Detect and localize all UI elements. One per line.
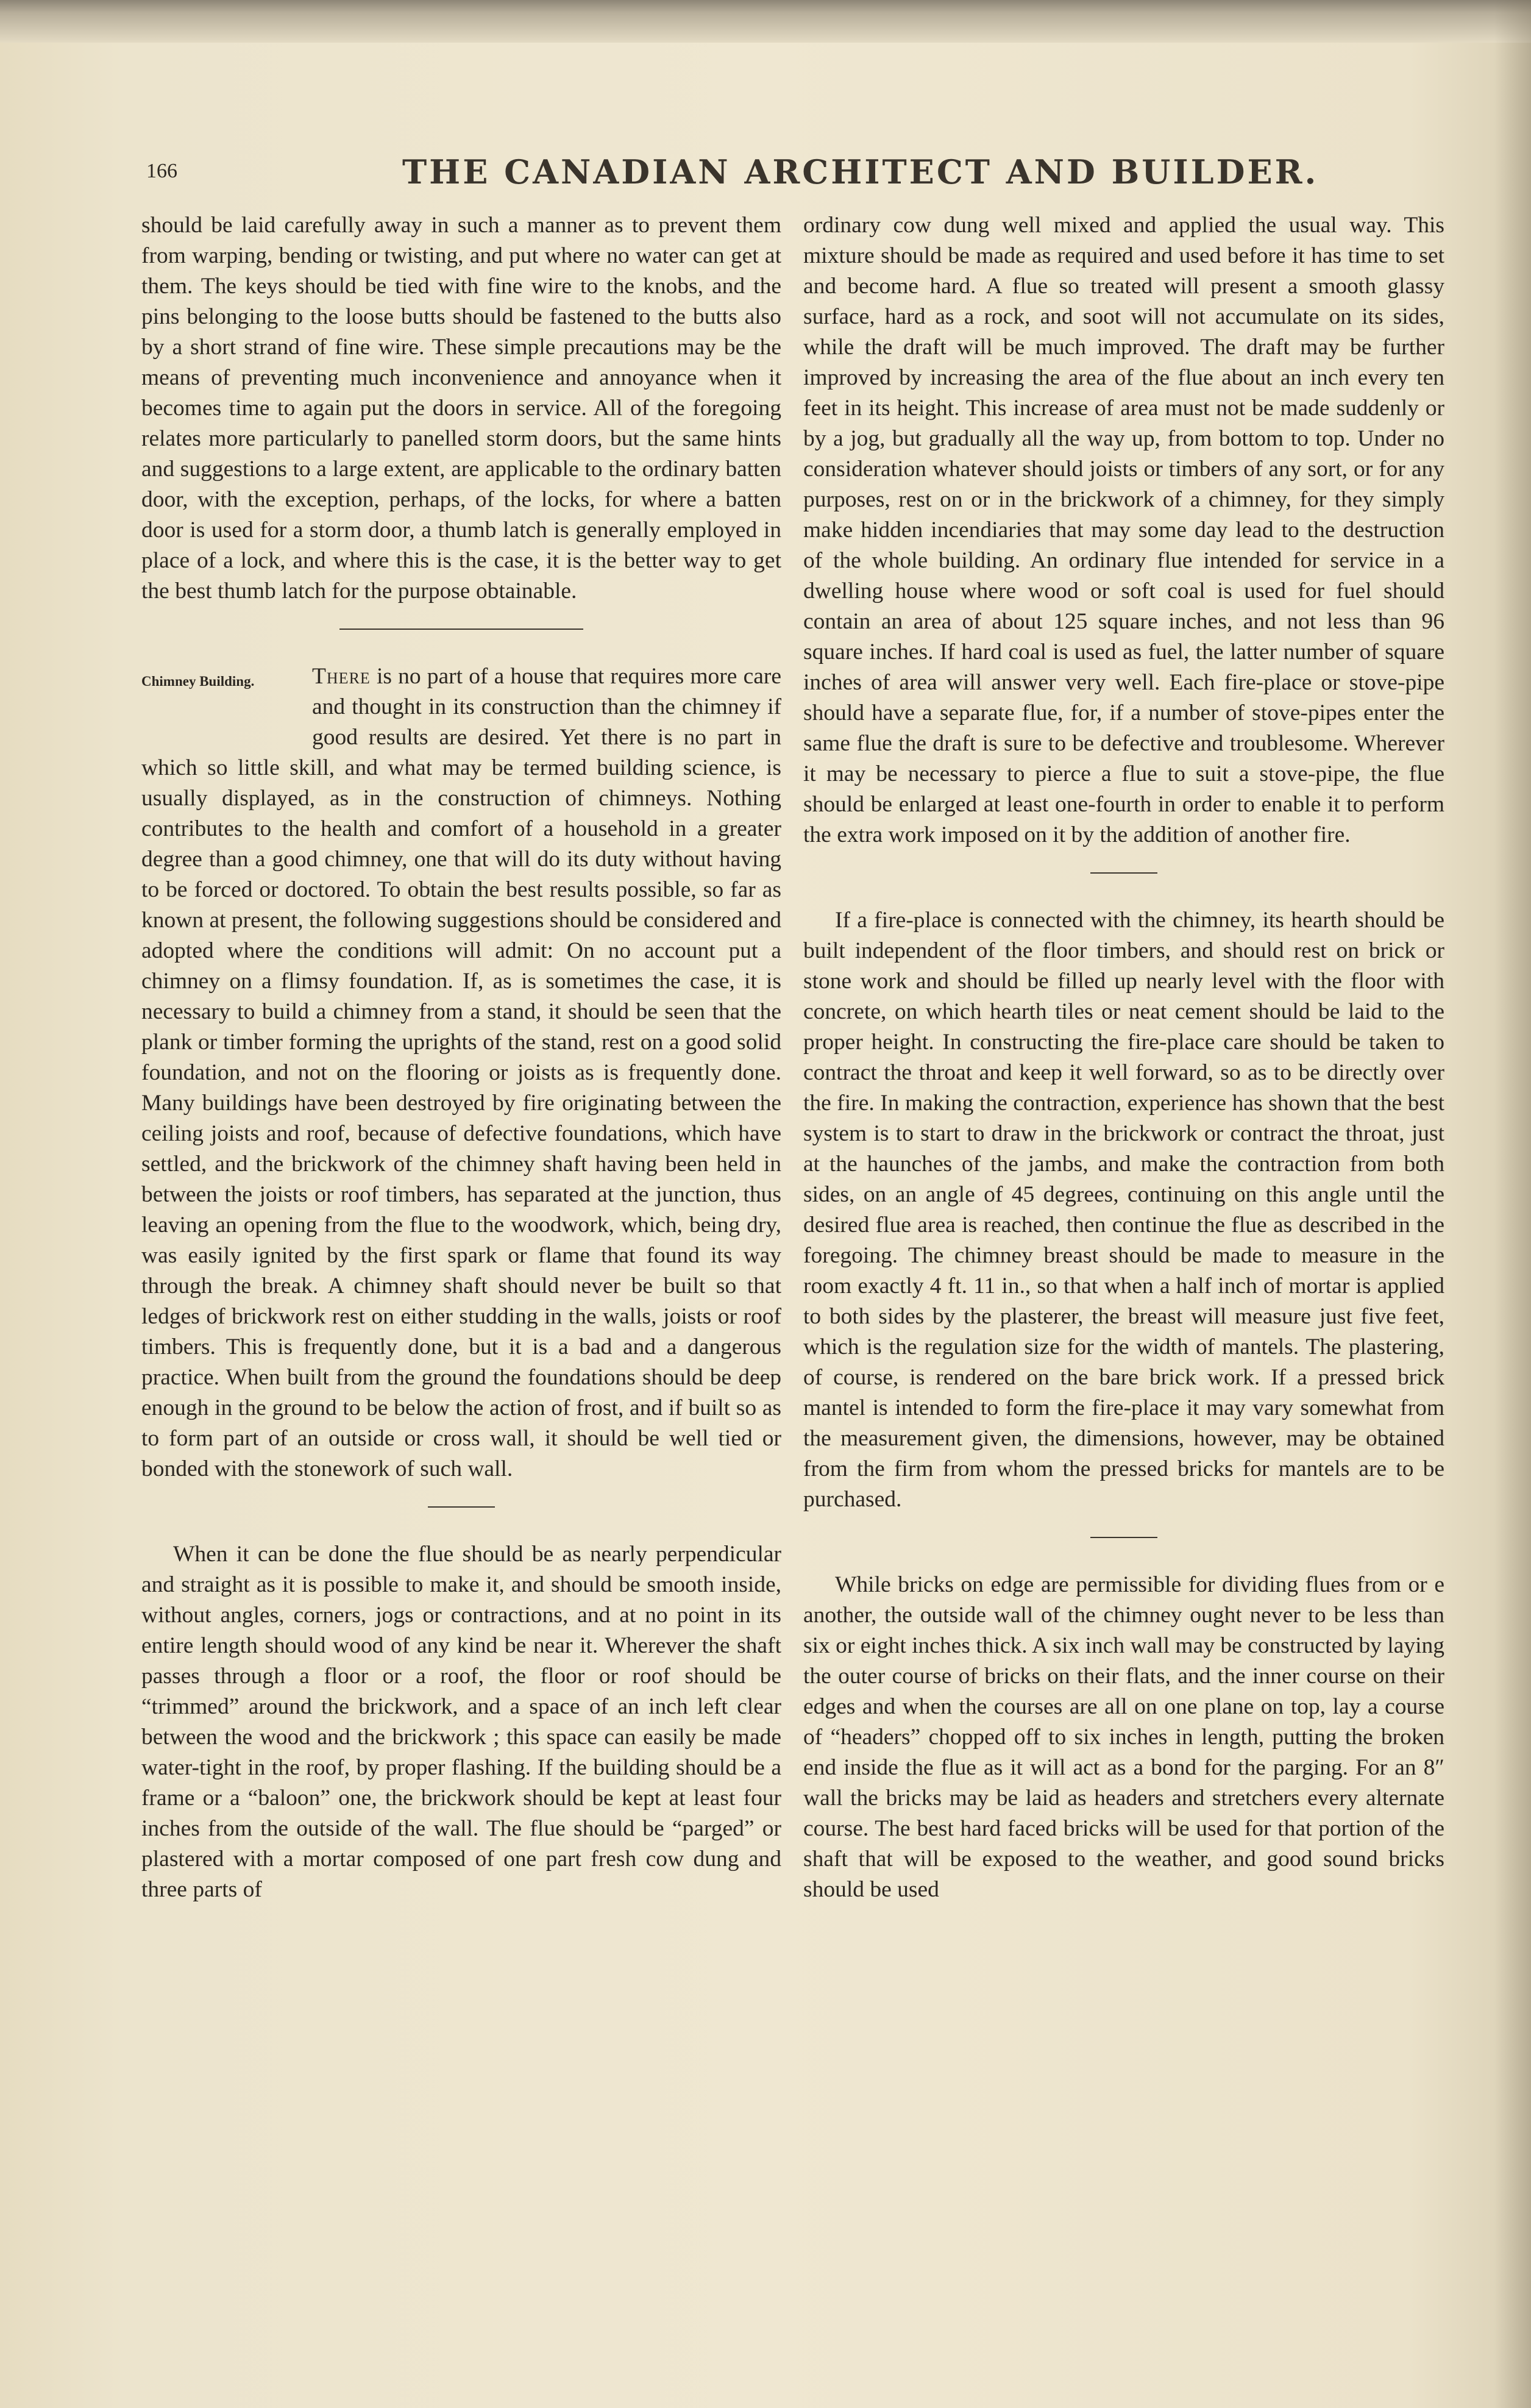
running-title: THE CANADIAN ARCHITECT AND BUILDER. [402, 152, 1319, 191]
paragraph-fire-place: If a fire-place is connected with the chimney, its hearth should be built independent of the floor timbers, and should rest on brick or stone work and should be filled up nearly level with the floor with concrete, on which hearth tiles or neat cement should be laid to the proper height. In constructing the fire-place care should be taken to contract the throat and keep it well forward, so as to be directly over the fire. In making the contraction, experience has shown that the best system is to start to draw in the brickwork or contract the throat, just at the haunches of the jambs, and make the contraction from both sides, on an angle of 45 degrees, continuing on this angle until the desired flue area is reached, then continue the flue as described in the foregoing. The chimney breast should be made to measure in the room exactly 4 ft. 11 in., so that when a half inch of mortar is applied to both sides by the plasterer, the breast will measure just five feet, which is the regulation size for the width of mantels. The plastering, of course, is rendered on the bare brick work. If a pressed brick mantel is intended to form the fire-place it may vary somewhat from the measurement given, the dimensions, however, may be obtained from the firm from whom the pressed bricks for mantels are to be purchased. [803, 908, 1444, 1512]
section-divider [428, 1506, 495, 1508]
paragraph-chimney-building [141, 661, 781, 1484]
lead-word: There [312, 664, 371, 689]
side-heading-chimney-building: Chimney Building. [141, 674, 255, 689]
section-divider [1090, 872, 1157, 874]
section-divider [339, 629, 583, 630]
paragraph-flue: When it can be done the flue should be as nearly perpendicular and straight as it is possible to make it, and should be smooth inside, without angles, corners, jogs or contractions, and at no point in its entire length should wood of any kind be near it. Wherever the shaft passes through a floor or a roof, the floor or roof should be “trimmed” around the brickwork, and a space of an inch left clear between the wood and the brickwork ; this space can easily be made water-tight in the roof, by proper flashing. If the building should be a frame or a “baloon” one, the brickwork should be kept at least four inches from the outside of the wall. The flue should be “parged” or plastered with a mortar composed of one part fresh cow dung and three parts of [141, 1542, 781, 1902]
paragraph-flue-continued: ordinary cow dung well mixed and applied the usual way. This mixture should be made as required and used before it has time to set and become hard. A flue so treated will present a smooth glassy surface, hard as a rock, and soot will not accumulate on its sides, while the draft will be much improved. The draft may be further improved by increasing the area of the flue about an inch every ten feet in its height. This increase of area must not be made suddenly or by a jog, but gradually all the way up, from bottom to top. Under no consideration whatever should joists or timbers of any sort, or for any purposes, rest on or in the brickwork of a chimney, for they simply make hidden incendiaries that may some day lead to the destruction of the whole building. An ordinary flue intended for service in a dwelling house where wood or soft coal is used for fuel should contain an area of about 125 square inches, and not less than 96 square inches. If hard coal is used as fuel, the latter number of square inches of area will answer very well. Each fire-place or stove-pipe should have a separate flue, for, if a number of stove-pipes enter the same flue the draft is sure to be defective and troublesome. Wherever it may be necessary to pierce a flue to suit a stove-pipe, the flue should be enlarged at least one-fourth in order to enable it to perform the extra work imposed on it by the addition of another fire. [803, 213, 1444, 847]
right-edge-shadow [1494, 0, 1531, 2408]
top-gutter-shadow [0, 0, 1531, 43]
right-column [803, 210, 1444, 1905]
section-divider [1090, 1537, 1157, 1538]
left-column [141, 210, 781, 1905]
page-header [146, 152, 1365, 207]
paragraph-chimney-text: is no part of a house that requires more care and thought in its construction than the chimney if good results are desired. Yet there is no part in which so little skill, and what may be termed building science, is usually displayed, as in the construction of chimneys. Nothing contributes to the health and comfort of a household in a greater degree than a good chimney, one that will do its duty without having to be forced or doctored. To obtain the best results possible, so far as known at present, the following suggestions should be considered and adopted where the conditions will admit: On no account put a chimney on a flimsy foundation. If, as is sometimes the case, it is necessary to build a chimney from a stand, it should be seen that the plank or timber forming the uprights of the stand, rest on a good solid foundation, and not on the flooring or joists as is frequently done. Many buildings have been destroyed by fire originating between the ceiling joists and roof, because of defective foundations, which have settled, and the brickwork of the chimney shaft having been held in between the joists or roof timbers, has separated at the junction, thus leaving an opening from the flue to the woodwork, which, being dry, was easily ignited by the first spark or flame that found its way through the break. A chimney shaft should never be built so that ledges of brickwork rest on either studding in the walls, joists or roof timbers. This is frequently done, but it is a bad and a dangerous practice. When built from the ground the foundations should be deep enough in the ground to be below the action of frost, and if built so as to form part of an outside or cross wall, it should be well tied or bonded with the stonework of such wall. [141, 664, 781, 1481]
paragraph-storm-doors: should be laid carefully away in such a manner as to prevent them from warping, bending or twisting, and put where no water can get at them. The keys should be tied with fine wire to the knobs, and the pins belonging to the loose butts should be fastened to the butts also by a short strand of fine wire. These simple precautions may be the means of preventing much inconvenience and annoyance when it becomes time to again put the doors in service. All of the foregoing relates more particularly to panelled storm doors, but the same hints and suggestions to a large extent, are applicable to the ordinary batten door, with the exception, perhaps, of the locks, for where a batten door is used for a storm door, a thumb latch is generally employed in place of a lock, and where this is the case, it is the better way to get the best thumb latch for the purpose obtainable. [141, 213, 781, 604]
paragraph-bricks: While bricks on edge are permissible for dividing flues from or e another, the outside wall of the chimney ought never to be less than six or eight inches thick. A six inch wall may be constructed by laying the outer course of bricks on their flats, and the inner course on their edges and when the courses are all on one plane on top, lay a course of “headers” chopped off to six inches in length, putting the broken end inside the flue as it will act as a bond for the parging. For an 8″ wall the bricks may be laid as headers and stretchers every alternate course. The best hard faced bricks will be used for that portion of the shaft that will be exposed to the weather, and good sound bricks should be used [803, 1572, 1444, 1902]
page-number: 166 [146, 160, 177, 182]
